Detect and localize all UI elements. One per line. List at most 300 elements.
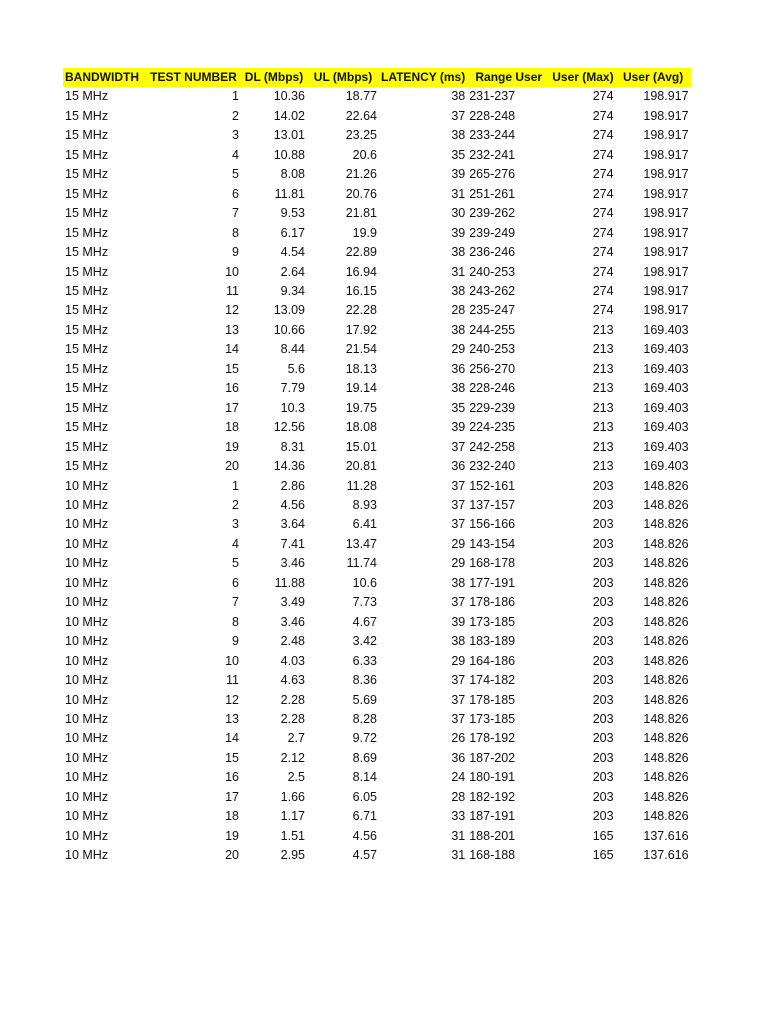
cell-latency: 29 (451, 342, 466, 357)
table-row (63, 827, 691, 846)
cell-bandwidth: 10 MHz (65, 848, 109, 863)
cell-latency: 31 (451, 264, 466, 279)
cell-user-max: 274 (592, 89, 614, 104)
cell-user-avg: 198.917 (643, 303, 689, 318)
cell-user-max: 213 (592, 322, 614, 337)
cell-test-number: 11 (226, 673, 239, 688)
cell-ul: 22.28 (345, 303, 377, 318)
cell-range-user: 235-247 (469, 303, 516, 318)
header-user-avg: User (Avg) (622, 70, 684, 84)
header-bandwidth: BANDWIDTH (65, 70, 139, 84)
cell-latency: 37 (451, 517, 466, 532)
cell-user-avg: 169.403 (643, 361, 689, 376)
table-row (63, 146, 691, 165)
table-row (63, 846, 691, 865)
table-row (63, 710, 691, 729)
cell-latency: 28 (451, 789, 466, 804)
cell-user-max: 203 (592, 517, 614, 532)
cell-user-max: 213 (592, 420, 614, 435)
cell-latency: 38 (451, 381, 466, 396)
cell-ul: 15.01 (345, 439, 377, 454)
cell-latency: 36 (451, 459, 466, 474)
cell-bandwidth: 10 MHz (65, 614, 109, 629)
cell-range-user: 137-157 (469, 497, 516, 512)
cell-test-number: 10 (225, 264, 239, 279)
table-row (63, 263, 691, 282)
cell-user-avg: 198.917 (643, 225, 689, 240)
cell-bandwidth: 15 MHz (65, 361, 109, 376)
cell-range-user: 244-255 (469, 322, 516, 337)
cell-ul: 4.56 (352, 828, 377, 843)
cell-user-max: 203 (592, 595, 614, 610)
cell-bandwidth: 10 MHz (65, 692, 109, 707)
cell-user-max: 203 (592, 750, 614, 765)
cell-range-user: 178-185 (469, 692, 516, 707)
table-row (63, 515, 691, 534)
cell-bandwidth: 10 MHz (65, 789, 109, 804)
cell-bandwidth: 15 MHz (65, 245, 109, 260)
cell-dl: 2.95 (280, 848, 305, 863)
cell-ul: 6.05 (352, 789, 377, 804)
cell-user-avg: 148.826 (643, 750, 689, 765)
table-row (63, 729, 691, 748)
cell-test-number: 18 (225, 809, 239, 824)
cell-latency: 24 (451, 770, 466, 785)
cell-range-user: 240-253 (469, 342, 516, 357)
cell-test-number: 11 (226, 283, 239, 298)
cell-test-number: 12 (225, 303, 239, 318)
table-row (63, 749, 691, 768)
cell-ul: 8.69 (352, 750, 377, 765)
cell-latency: 39 (451, 614, 466, 629)
cell-latency: 38 (451, 245, 466, 260)
table-row (63, 243, 691, 262)
cell-bandwidth: 15 MHz (65, 400, 109, 415)
cell-latency: 38 (451, 575, 466, 590)
cell-latency: 31 (451, 828, 466, 843)
cell-test-number: 12 (225, 692, 239, 707)
cell-bandwidth: 10 MHz (65, 556, 109, 571)
cell-range-user: 152-161 (469, 478, 516, 493)
table-row (63, 87, 691, 106)
cell-test-number: 13 (225, 322, 239, 337)
cell-test-number: 7 (232, 206, 239, 221)
cell-user-max: 203 (592, 614, 614, 629)
cell-bandwidth: 15 MHz (65, 186, 109, 201)
cell-dl: 10.36 (273, 89, 305, 104)
table-row (63, 593, 691, 612)
cell-ul: 8.14 (352, 770, 377, 785)
cell-ul: 22.89 (345, 245, 377, 260)
table-row (63, 496, 691, 515)
cell-user-max: 203 (592, 711, 614, 726)
cell-test-number: 3 (232, 517, 239, 532)
cell-ul: 6.41 (352, 517, 377, 532)
cell-dl: 8.08 (280, 167, 305, 182)
cell-ul: 7.73 (352, 595, 377, 610)
cell-test-number: 14 (225, 342, 239, 357)
table-row (63, 224, 691, 243)
cell-test-number: 3 (232, 128, 239, 143)
cell-test-number: 19 (225, 828, 239, 843)
cell-user-avg: 148.826 (643, 556, 689, 571)
cell-bandwidth: 15 MHz (65, 108, 109, 123)
header-test-number: TEST NUMBER (150, 70, 237, 84)
cell-latency: 39 (451, 420, 466, 435)
cell-user-max: 213 (592, 381, 614, 396)
cell-test-number: 7 (232, 595, 239, 610)
table-row (63, 438, 691, 457)
cell-range-user: 236-246 (469, 245, 516, 260)
table-row (63, 671, 691, 690)
table-row (63, 379, 691, 398)
table-row (63, 321, 691, 340)
cell-user-avg: 148.826 (643, 809, 689, 824)
cell-user-max: 203 (592, 536, 614, 551)
cell-user-max: 274 (592, 303, 614, 318)
cell-ul: 6.71 (352, 809, 377, 824)
cell-range-user: 164-186 (469, 653, 516, 668)
cell-latency: 33 (451, 809, 466, 824)
cell-ul: 11.74 (346, 556, 377, 571)
cell-test-number: 19 (225, 439, 239, 454)
cell-dl: 2.12 (280, 750, 305, 765)
cell-user-avg: 148.826 (643, 595, 689, 610)
cell-latency: 36 (451, 750, 466, 765)
table-row (63, 613, 691, 632)
cell-bandwidth: 15 MHz (65, 167, 109, 182)
cell-ul: 21.81 (345, 206, 377, 221)
cell-dl: 14.36 (273, 459, 305, 474)
table-row (63, 632, 691, 651)
table-row (63, 204, 691, 223)
cell-user-avg: 198.917 (643, 206, 689, 221)
cell-user-avg: 169.403 (643, 342, 689, 357)
cell-latency: 38 (451, 634, 466, 649)
cell-dl: 3.46 (280, 614, 305, 629)
cell-ul: 4.57 (352, 848, 377, 863)
cell-bandwidth: 10 MHz (65, 478, 109, 493)
table-row (63, 535, 691, 554)
cell-test-number: 15 (225, 750, 239, 765)
cell-user-max: 274 (592, 283, 614, 298)
cell-range-user: 178-192 (469, 731, 516, 746)
cell-dl: 8.31 (280, 439, 305, 454)
cell-user-max: 274 (592, 206, 614, 221)
cell-test-number: 16 (225, 770, 239, 785)
cell-range-user: 231-237 (469, 89, 516, 104)
cell-dl: 13.01 (273, 128, 305, 143)
cell-user-max: 274 (592, 147, 614, 162)
table-row (63, 399, 691, 418)
table-row (63, 107, 691, 126)
table-row (63, 282, 691, 301)
cell-test-number: 13 (225, 711, 239, 726)
cell-range-user: 188-201 (469, 828, 516, 843)
cell-dl: 11.81 (274, 186, 305, 201)
header-dl-mbps: DL (Mbps) (244, 70, 304, 84)
cell-latency: 36 (451, 361, 466, 376)
table-row (63, 788, 691, 807)
cell-dl: 13.09 (273, 303, 305, 318)
cell-range-user: 239-262 (469, 206, 516, 221)
cell-user-avg: 169.403 (643, 381, 689, 396)
cell-test-number: 9 (232, 634, 239, 649)
cell-ul: 21.54 (345, 342, 377, 357)
cell-dl: 7.79 (280, 381, 305, 396)
cell-ul: 17.92 (345, 322, 377, 337)
cell-user-max: 274 (592, 186, 614, 201)
cell-range-user: 182-192 (469, 789, 516, 804)
cell-ul: 16.15 (345, 283, 377, 298)
cell-test-number: 17 (225, 789, 239, 804)
cell-ul: 20.76 (345, 186, 377, 201)
cell-latency: 37 (451, 673, 466, 688)
cell-ul: 23.25 (345, 128, 377, 143)
header-row (63, 68, 691, 87)
cell-range-user: 173-185 (469, 614, 516, 629)
cell-ul: 9.72 (352, 731, 377, 746)
cell-test-number: 8 (232, 614, 239, 629)
cell-bandwidth: 10 MHz (65, 497, 109, 512)
cell-latency: 37 (451, 595, 466, 610)
cell-dl: 2.5 (287, 770, 305, 785)
cell-bandwidth: 10 MHz (65, 536, 109, 551)
cell-range-user: 168-188 (469, 848, 516, 863)
cell-bandwidth: 10 MHz (65, 517, 109, 532)
cell-range-user: 156-166 (469, 517, 516, 532)
cell-bandwidth: 10 MHz (65, 731, 109, 746)
cell-latency: 37 (451, 439, 466, 454)
cell-latency: 28 (451, 303, 466, 318)
cell-user-max: 213 (592, 342, 614, 357)
cell-bandwidth: 15 MHz (65, 322, 109, 337)
cell-range-user: 178-186 (469, 595, 516, 610)
cell-user-avg: 148.826 (643, 634, 689, 649)
cell-test-number: 4 (232, 536, 239, 551)
cell-dl: 10.3 (280, 400, 305, 415)
cell-user-max: 274 (592, 128, 614, 143)
cell-user-avg: 148.826 (643, 497, 689, 512)
cell-bandwidth: 15 MHz (65, 381, 109, 396)
cell-user-avg: 169.403 (643, 322, 689, 337)
cell-test-number: 14 (225, 731, 239, 746)
cell-range-user: 239-249 (469, 225, 516, 240)
cell-ul: 4.67 (352, 614, 377, 629)
cell-user-max: 203 (592, 789, 614, 804)
cell-bandwidth: 10 MHz (65, 673, 109, 688)
cell-latency: 39 (451, 225, 466, 240)
cell-user-max: 274 (592, 225, 614, 240)
cell-ul: 11.28 (346, 478, 377, 493)
cell-latency: 38 (451, 89, 466, 104)
cell-dl: 9.53 (280, 206, 305, 221)
cell-test-number: 10 (225, 653, 239, 668)
cell-user-max: 203 (592, 809, 614, 824)
cell-dl: 4.56 (280, 497, 305, 512)
cell-dl: 6.17 (280, 225, 305, 240)
cell-range-user: 232-240 (469, 459, 516, 474)
cell-ul: 18.13 (345, 361, 377, 376)
cell-range-user: 242-258 (469, 439, 516, 454)
cell-user-max: 274 (592, 264, 614, 279)
cell-ul: 20.81 (345, 459, 377, 474)
cell-dl: 10.66 (273, 322, 305, 337)
cell-user-max: 203 (592, 478, 614, 493)
cell-bandwidth: 15 MHz (65, 459, 109, 474)
cell-bandwidth: 15 MHz (65, 128, 109, 143)
cell-ul: 8.28 (352, 711, 377, 726)
cell-latency: 37 (451, 497, 466, 512)
cell-user-avg: 137.616 (643, 848, 689, 863)
data-table (63, 68, 691, 866)
cell-test-number: 5 (232, 556, 239, 571)
cell-ul: 19.14 (345, 381, 377, 396)
cell-user-avg: 198.917 (643, 264, 689, 279)
cell-user-max: 203 (592, 731, 614, 746)
cell-dl: 4.54 (280, 245, 305, 260)
cell-latency: 31 (451, 186, 466, 201)
cell-range-user: 251-261 (469, 186, 516, 201)
cell-bandwidth: 10 MHz (65, 750, 109, 765)
cell-test-number: 1 (232, 478, 239, 493)
cell-user-avg: 198.917 (643, 186, 689, 201)
cell-dl: 1.66 (280, 789, 305, 804)
cell-user-avg: 198.917 (643, 283, 689, 298)
cell-dl: 2.86 (280, 478, 305, 493)
cell-bandwidth: 10 MHz (65, 711, 109, 726)
cell-bandwidth: 10 MHz (65, 595, 109, 610)
cell-user-avg: 148.826 (643, 731, 689, 746)
cell-test-number: 4 (232, 147, 239, 162)
cell-bandwidth: 10 MHz (65, 575, 109, 590)
cell-dl: 2.48 (280, 634, 305, 649)
cell-dl: 7.41 (280, 536, 305, 551)
cell-dl: 9.34 (280, 283, 305, 298)
cell-ul: 13.47 (345, 536, 377, 551)
cell-dl: 2.64 (280, 264, 305, 279)
cell-range-user: 180-191 (469, 770, 516, 785)
cell-user-avg: 169.403 (643, 400, 689, 415)
cell-test-number: 8 (232, 225, 239, 240)
cell-bandwidth: 15 MHz (65, 342, 109, 357)
table-row (63, 126, 691, 145)
cell-range-user: 143-154 (469, 536, 516, 551)
cell-range-user: 174-182 (469, 673, 516, 688)
cell-dl: 4.63 (280, 673, 305, 688)
cell-dl: 2.28 (280, 692, 305, 707)
cell-range-user: 228-248 (469, 108, 516, 123)
table-row (63, 457, 691, 476)
cell-bandwidth: 15 MHz (65, 439, 109, 454)
cell-dl: 11.88 (274, 575, 305, 590)
cell-user-avg: 198.917 (643, 245, 689, 260)
cell-range-user: 256-270 (469, 361, 516, 376)
cell-bandwidth: 10 MHz (65, 828, 109, 843)
cell-latency: 37 (451, 478, 466, 493)
cell-user-avg: 148.826 (643, 614, 689, 629)
table-row (63, 165, 691, 184)
cell-ul: 5.69 (352, 692, 377, 707)
cell-test-number: 17 (225, 400, 239, 415)
cell-bandwidth: 15 MHz (65, 283, 109, 298)
cell-test-number: 5 (232, 167, 239, 182)
cell-bandwidth: 15 MHz (65, 225, 109, 240)
cell-range-user: 224-235 (469, 420, 516, 435)
cell-user-max: 213 (592, 361, 614, 376)
table-row (63, 691, 691, 710)
table-row (63, 340, 691, 359)
cell-bandwidth: 10 MHz (65, 770, 109, 785)
header-range-user: Range User (475, 70, 543, 84)
cell-latency: 37 (451, 108, 466, 123)
cell-user-avg: 137.616 (643, 828, 689, 843)
cell-user-avg: 198.917 (643, 89, 689, 104)
cell-range-user: 232-241 (469, 147, 516, 162)
cell-user-avg: 169.403 (643, 439, 689, 454)
cell-range-user: 168-178 (469, 556, 516, 571)
cell-user-avg: 148.826 (643, 653, 689, 668)
cell-dl: 12.56 (273, 420, 305, 435)
cell-latency: 30 (451, 206, 466, 221)
cell-user-avg: 148.826 (643, 692, 689, 707)
cell-ul: 3.42 (352, 634, 377, 649)
table-header (63, 68, 691, 87)
cell-dl: 3.46 (280, 556, 305, 571)
cell-latency: 38 (451, 283, 466, 298)
cell-bandwidth: 10 MHz (65, 809, 109, 824)
cell-bandwidth: 15 MHz (65, 264, 109, 279)
cell-dl: 3.64 (280, 517, 305, 532)
cell-user-max: 213 (592, 400, 614, 415)
cell-range-user: 243-262 (469, 283, 516, 298)
table-row (63, 768, 691, 787)
table-row (63, 554, 691, 573)
cell-latency: 38 (451, 128, 466, 143)
cell-latency: 29 (451, 536, 466, 551)
cell-ul: 18.77 (345, 89, 377, 104)
cell-test-number: 6 (232, 575, 239, 590)
cell-user-max: 213 (592, 459, 614, 474)
cell-user-max: 274 (592, 245, 614, 260)
cell-user-avg: 198.917 (643, 147, 689, 162)
cell-user-max: 203 (592, 575, 614, 590)
cell-latency: 37 (451, 692, 466, 707)
cell-user-max: 274 (592, 167, 614, 182)
header-ul-mbps: UL (Mbps) (313, 70, 373, 84)
cell-ul: 10.6 (352, 575, 377, 590)
cell-latency: 31 (451, 848, 466, 863)
table-row (63, 418, 691, 437)
header-user-max: User (Max) (552, 70, 614, 84)
cell-ul: 8.93 (352, 497, 377, 512)
cell-test-number: 15 (225, 361, 239, 376)
cell-test-number: 2 (232, 497, 239, 512)
cell-range-user: 187-191 (469, 809, 516, 824)
cell-dl: 2.28 (280, 711, 305, 726)
cell-user-max: 203 (592, 692, 614, 707)
cell-dl: 5.6 (287, 361, 305, 376)
cell-latency: 37 (451, 711, 466, 726)
cell-ul: 20.6 (352, 147, 377, 162)
cell-test-number: 6 (232, 186, 239, 201)
cell-user-avg: 148.826 (643, 478, 689, 493)
cell-range-user: 233-244 (469, 128, 516, 143)
cell-user-avg: 148.826 (643, 517, 689, 532)
cell-latency: 35 (451, 147, 466, 162)
cell-range-user: 187-202 (469, 750, 516, 765)
cell-user-max: 203 (592, 673, 614, 688)
